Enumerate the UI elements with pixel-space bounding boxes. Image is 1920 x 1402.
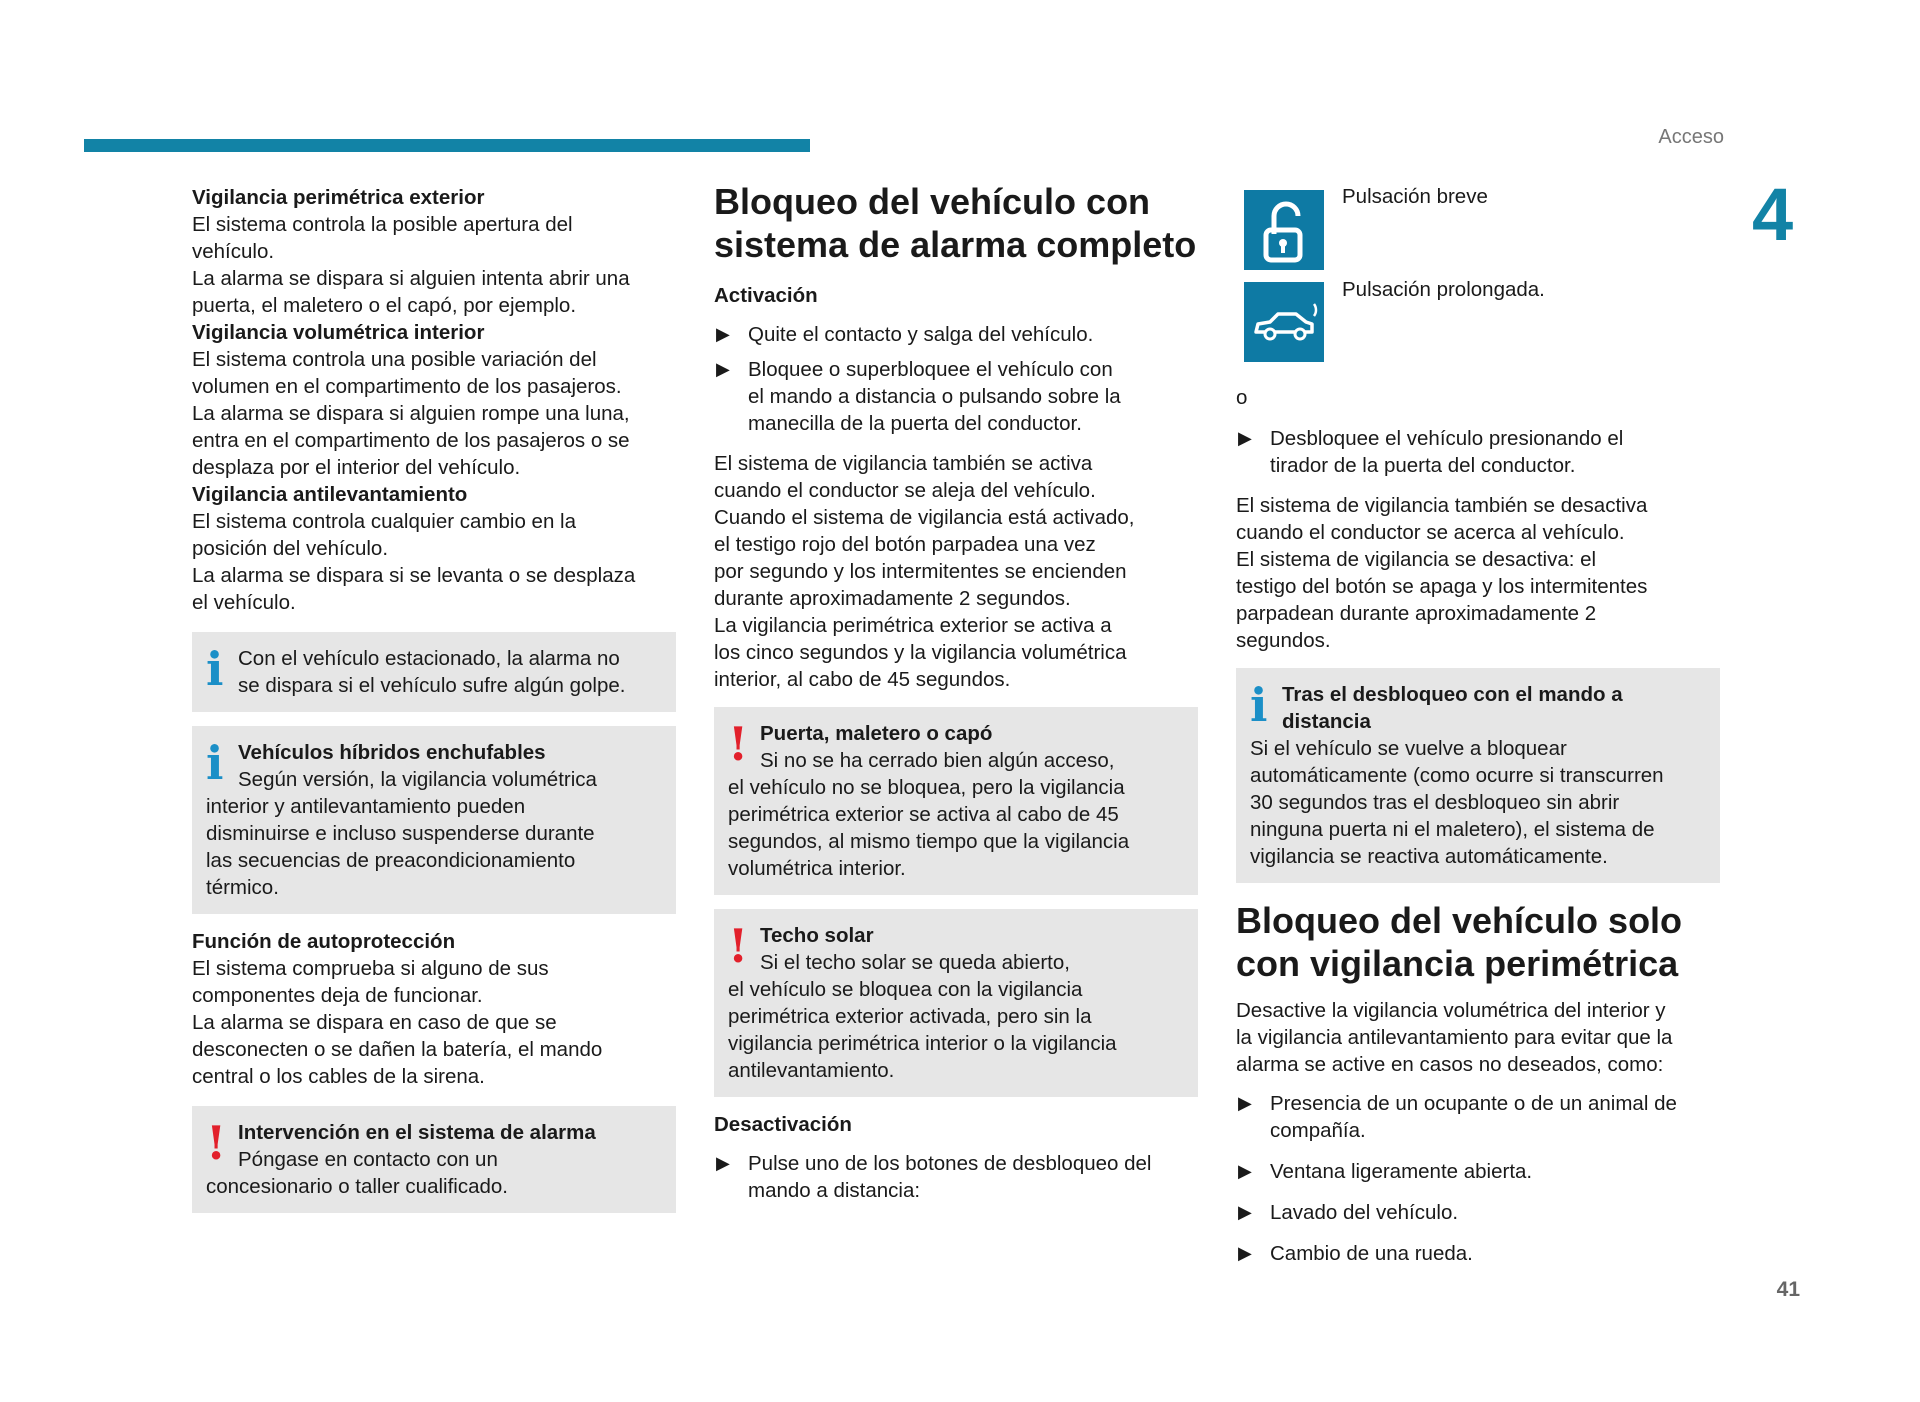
text-line: los cinco segundos y la vigilancia volumétrica	[714, 641, 1127, 664]
info-icon: i	[206, 736, 224, 790]
text-line: el testigo rojo del botón parpadea una vez	[714, 533, 1096, 556]
text-line: cuando el conductor se acerca al vehículo.	[1236, 521, 1625, 544]
section-heading: Bloqueo del vehículo con	[714, 181, 1151, 222]
info-note-hybrid	[192, 726, 676, 914]
text-line: interior y antilevantamiento pueden	[206, 795, 526, 818]
activation-paragraph	[714, 450, 1198, 693]
bullet-item: ▶ Lavado del vehículo.	[1236, 1199, 1720, 1226]
text-line: perimétrica exterior se activa al cabo de 45	[728, 803, 1119, 826]
text-line: Si no se ha cerrado bien algún acceso,	[760, 749, 1115, 772]
section-heading: con vigilancia perimétrica	[1236, 943, 1679, 984]
bullet-item	[1236, 1090, 1720, 1144]
text-line: por segundo y los intermitentes se encienden	[714, 560, 1127, 583]
anti-lift-heading: Vigilancia antilevantamiento	[192, 483, 468, 506]
text-line: Si el vehículo se vuelve a bloquear	[1250, 737, 1567, 760]
perimeter-heading: Vigilancia perimétrica exterior	[192, 186, 485, 209]
warning-icon: !	[206, 1116, 227, 1170]
text-line: La alarma se dispara si alguien rompe una luna,	[192, 402, 630, 425]
text-line: El sistema de vigilancia también se activa	[714, 452, 1093, 475]
text-line: La alarma se dispara en caso de que se	[192, 1011, 557, 1034]
activation-subheading: Activación	[714, 284, 818, 307]
bullet-item	[714, 356, 1198, 437]
text-line: ▶ Desbloquee el vehículo presionando el	[1270, 427, 1624, 450]
long-press-label: Pulsación prolongada.	[1342, 278, 1545, 301]
text-line: ▶ Pulse uno de los botones de desbloqueo del	[748, 1152, 1152, 1175]
text-line: desplaza por el interior del vehículo.	[192, 456, 521, 479]
text-line: Con el vehículo estacionado, la alarma no	[238, 647, 620, 670]
perimeter-only-paragraph	[1236, 997, 1720, 1078]
text-line: componentes deja de funcionar.	[192, 984, 483, 1007]
text-line: concesionario o taller cualificado.	[206, 1175, 508, 1198]
text-line: El sistema de vigilancia también se desactiva	[1236, 494, 1648, 517]
short-press-label: Pulsación breve	[1342, 185, 1488, 208]
text-line: mando a distancia:	[748, 1179, 921, 1202]
text-line: térmico.	[206, 876, 279, 899]
text-line: durante aproximadamente 2 segundos.	[714, 587, 1071, 610]
text-line: Según versión, la vigilancia volumétrica	[238, 768, 597, 791]
text-line: El sistema de vigilancia se desactiva: el	[1236, 548, 1597, 571]
text-line: tirador de la puerta del conductor.	[1270, 454, 1576, 477]
page-number: 41	[1776, 1278, 1800, 1301]
text-line: Si el techo solar se queda abierto,	[760, 951, 1070, 974]
text-line: ▶ Presencia de un ocupante o de un animal de	[1270, 1092, 1677, 1115]
info-note-parked	[192, 632, 676, 712]
text-line: interior, al cabo de 45 segundos.	[714, 668, 1011, 691]
text-line: la vigilancia antilevantamiento para evitar que la	[1236, 1026, 1673, 1049]
note-title: Vehículos híbridos enchufables	[238, 741, 546, 764]
text-line: vigilancia perimétrica interior o la vigilancia	[728, 1032, 1117, 1055]
text-line: El sistema comprueba si alguno de sus	[192, 957, 549, 980]
note-title: Tras el desbloqueo con el mando a	[1282, 683, 1623, 706]
section-heading: Bloqueo del vehículo solo	[1236, 900, 1683, 941]
or-text: o	[1236, 386, 1248, 409]
warning-note-door	[714, 707, 1198, 895]
text-line: perimétrica exterior activada, pero sin la	[728, 1005, 1092, 1028]
text-line: cuando el conductor se aleja del vehículo.	[714, 479, 1096, 502]
text-line: El sistema controla la posible apertura del	[192, 213, 573, 236]
text-line: La alarma se dispara si se levanta o se desplaza	[192, 564, 636, 587]
text-line: central o los cables de la sirena.	[192, 1065, 485, 1088]
chapter-number: 4	[1752, 173, 1794, 256]
unlock-button-icon	[1244, 190, 1324, 270]
text-line: manecilla de la puerta del conductor.	[748, 412, 1082, 435]
column-middle	[714, 180, 1198, 1204]
column-right	[1236, 384, 1720, 1267]
text-line: 30 segundos tras el desbloqueo sin abrir	[1250, 791, 1620, 814]
text-line: Cuando el sistema de vigilancia está activado,	[714, 506, 1135, 529]
text-line: vehículo.	[192, 240, 275, 263]
section-heading: sistema de alarma completo	[714, 224, 1197, 265]
deactivation-subheading: Desactivación	[714, 1113, 852, 1136]
text-line: segundos.	[1236, 629, 1331, 652]
text-line: disminuirse e incluso suspenderse durante	[206, 822, 595, 845]
self-protection-heading: Función de autoprotección	[192, 930, 456, 953]
text-line: testigo del botón se apaga y los intermitentes	[1236, 575, 1648, 598]
text-line: el vehículo no se bloquea, pero la vigilancia	[728, 776, 1125, 799]
text-line: entra en el compartimento de los pasajeros o se	[192, 429, 630, 452]
section-title: Acceso	[1658, 126, 1724, 148]
text-line: El sistema controla cualquier cambio en la	[192, 510, 576, 533]
text-line: el vehículo.	[192, 591, 296, 614]
bullet-item: ▶ Ventana ligeramente abierta.	[1236, 1158, 1720, 1185]
warning-icon: !	[728, 919, 749, 973]
text-line: Desactive la vigilancia volumétrica del interior y	[1236, 999, 1666, 1022]
text-line: puerta, el maletero o el capó, por ejemplo.	[192, 294, 577, 317]
info-note-relock	[1236, 668, 1720, 883]
text-line: La alarma se dispara si alguien intenta abrir una	[192, 267, 630, 290]
text-line: volumen en el compartimento de los pasajeros.	[192, 375, 622, 398]
text-line: las secuencias de preacondicionamiento	[206, 849, 576, 872]
note-title: distancia	[1282, 710, 1371, 733]
text-line: ninguna puerta ni el maletero), el sistema de	[1250, 818, 1655, 841]
text-line: se dispara si el vehículo sufre algún golpe.	[238, 674, 626, 697]
warning-icon: !	[728, 717, 749, 771]
note-title: Techo solar	[760, 924, 874, 947]
text-line: volumétrica interior.	[728, 857, 906, 880]
warning-note-intervention	[192, 1106, 676, 1213]
bullet-item	[714, 1150, 1198, 1204]
text-line: antilevantamiento.	[728, 1059, 895, 1082]
info-icon: i	[206, 642, 224, 696]
text-line: segundos, al mismo tiempo que la vigilancia	[728, 830, 1130, 853]
note-title: Puerta, maletero o capó	[760, 722, 993, 745]
bullet-item	[1236, 425, 1720, 479]
car-unlock-icon	[1244, 282, 1324, 362]
text-line: automáticamente (como ocurre si transcurren	[1250, 764, 1664, 787]
column-left	[192, 184, 676, 1213]
text-line: vigilancia se reactiva automáticamente.	[1250, 845, 1608, 868]
text-line: La vigilancia perimétrica exterior se activa a	[714, 614, 1112, 637]
text-line: ▶ Bloquee o superbloquee el vehículo con	[748, 358, 1113, 381]
text-line: el vehículo se bloquea con la vigilancia	[728, 978, 1083, 1001]
bullet-item: ▶ Cambio de una rueda.	[1236, 1240, 1720, 1267]
text-line: parpadean durante aproximadamente 2	[1236, 602, 1597, 625]
deactivation-paragraph	[1236, 492, 1720, 654]
warning-note-sunroof	[714, 909, 1198, 1097]
bullet-item: ▶ Quite el contacto y salga del vehículo.	[714, 321, 1198, 348]
text-line: Póngase en contacto con un	[238, 1148, 498, 1171]
volumetric-heading: Vigilancia volumétrica interior	[192, 321, 485, 344]
text-line: El sistema controla una posible variación del	[192, 348, 597, 371]
header-accent-bar	[84, 139, 810, 152]
text-line: el mando a distancia o pulsando sobre la	[748, 385, 1121, 408]
text-line: desconecten o se dañen la batería, el mando	[192, 1038, 603, 1061]
text-line: posición del vehículo.	[192, 537, 389, 560]
note-title: Intervención en el sistema de alarma	[238, 1121, 596, 1144]
info-icon: i	[1250, 678, 1268, 732]
text-line: compañía.	[1270, 1119, 1366, 1142]
text-line: alarma se active en casos no deseados, como:	[1236, 1053, 1664, 1076]
